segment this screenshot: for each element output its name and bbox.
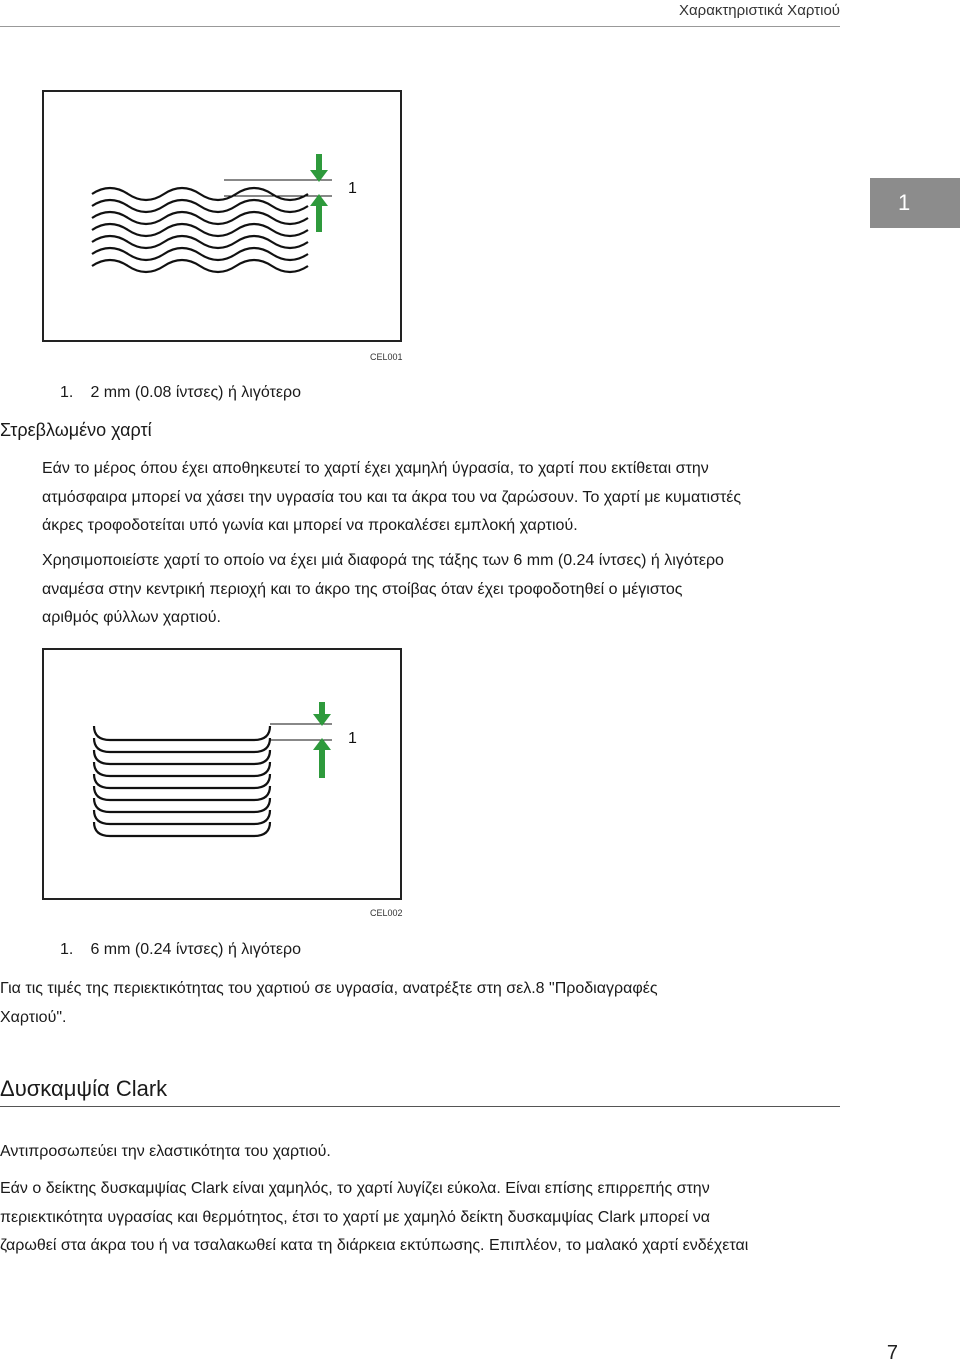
arrow-up-shaft — [316, 204, 322, 232]
paragraph-line: άκρες τροφοδοτείται υπό γωνία και μπορεί να προκαλέσει εμπλοκή χαρτιού. — [42, 517, 578, 534]
arrows — [310, 154, 328, 232]
figure-wavy-paper — [42, 90, 403, 362]
curled-sheet — [94, 726, 270, 740]
paragraph-line: Εάν ο δείκτης δυσκαμψίας Clark είναι χαμηλός, το χαρτί λυγίζει εύκολα. Είναι επίσης επιρρεπής στην — [0, 1180, 710, 1197]
paragraph-humidity — [42, 455, 741, 541]
wavy-sheet — [92, 188, 308, 200]
figure-code: CEL001 — [370, 352, 403, 362]
chapter-tab-number: 1 — [898, 190, 911, 215]
paragraph-line: ατμόσφαιρα μπορεί να χάσει την υγρασία του και τα άκρα του να ζαρώσουν. Το χαρτί με κυματιστές — [42, 488, 742, 506]
chapter-tab[interactable] — [870, 178, 960, 228]
paragraph-line: αριθμός φύλλων χαρτιού. — [42, 609, 221, 626]
wavy-paper-illustration — [44, 92, 404, 344]
wavy-sheet — [92, 260, 308, 272]
curled-sheets — [94, 726, 270, 836]
wavy-sheet — [92, 212, 308, 224]
page-number: 7 — [886, 1342, 898, 1364]
subheading-warped-paper: Στρεβλωμένο χαρτί — [0, 420, 152, 440]
dimension-lines — [224, 180, 332, 196]
paragraph-line: αναμέσα στην κεντρική περιοχή και το άκρο της στοίβας όταν έχει τροφοδοτηθεί ο μέγιστος — [42, 580, 683, 598]
section-rule — [0, 1106, 840, 1107]
running-header: Χαρακτηριστικά Χαρτιού — [679, 2, 840, 19]
caption-number: 1. — [60, 941, 74, 958]
header-rule — [0, 26, 840, 27]
figure-curled-stack — [42, 648, 403, 918]
arrow-up-shaft — [319, 748, 325, 778]
arrow-down-shaft — [316, 154, 322, 172]
paragraph-line: ζαρωθεί στα άκρα του ή να τσαλακωθεί κατα τη διάρκεια εκτύπωσης. Επιπλέον, το μαλακό χαρτί ενδέχεται — [0, 1237, 749, 1254]
caption-number: 1. — [60, 384, 74, 401]
arrow-down-shaft — [319, 702, 325, 716]
wavy-sheet — [92, 248, 308, 260]
paragraph-line: Χρησιμοποιείστε χαρτί το οποίο να έχει μιά διαφορά της τάξης των 6 mm (0.24 ίντσες) ή λιγότερο — [42, 552, 724, 569]
figure-code: CEL002 — [370, 908, 403, 918]
figure-callout-label: 1 — [348, 730, 357, 747]
wavy-sheet — [92, 224, 308, 236]
section-heading-clark: Δυσκαμψία Clark — [0, 1076, 168, 1101]
paragraph-line: περιεκτικότητα υγρασίας και θερμότητος, έτσι το χαρτί με χαμηλό δείκτη δυσκαμψίας Clark μπορεί να — [0, 1208, 710, 1226]
paragraph-elasticity — [0, 1138, 331, 1167]
wavy-sheet — [92, 236, 308, 248]
paragraph-moisture-reference — [0, 975, 658, 1032]
figure1-caption — [60, 384, 301, 402]
caption-text: 6 mm (0.24 ίντσες) ή λιγότερο — [90, 941, 301, 958]
figure2-caption — [60, 941, 301, 959]
paragraph-line: Εάν το μέρος όπου έχει αποθηκευτεί το χαρτί έχει χαμηλή ύγρασία, το χαρτί που εκτίθεται στην — [42, 460, 709, 477]
paragraph-curl-limit — [42, 547, 724, 633]
paragraph-line[interactable]: Χαρτιού". — [0, 1008, 67, 1026]
wavy-sheet — [92, 200, 308, 212]
paragraph-line: Αντιπροσωπεύει την ελαστικότητα του χαρτιού. — [0, 1143, 331, 1160]
dimension-lines — [270, 724, 332, 740]
wavy-sheets — [92, 188, 308, 272]
figure-callout-label: 1 — [348, 180, 357, 197]
paragraph-clark-stiffness — [0, 1175, 748, 1261]
caption-text: 2 mm (0.08 ίντσες) ή λιγότερο — [90, 384, 301, 401]
paragraph-line: Για τις τιμές της περιεκτικότητας του χαρτιού σε υγρασία, ανατρέξτε στη σελ.8 "Προδιαγραφές — [0, 980, 658, 997]
curled-stack-illustration — [44, 650, 404, 902]
